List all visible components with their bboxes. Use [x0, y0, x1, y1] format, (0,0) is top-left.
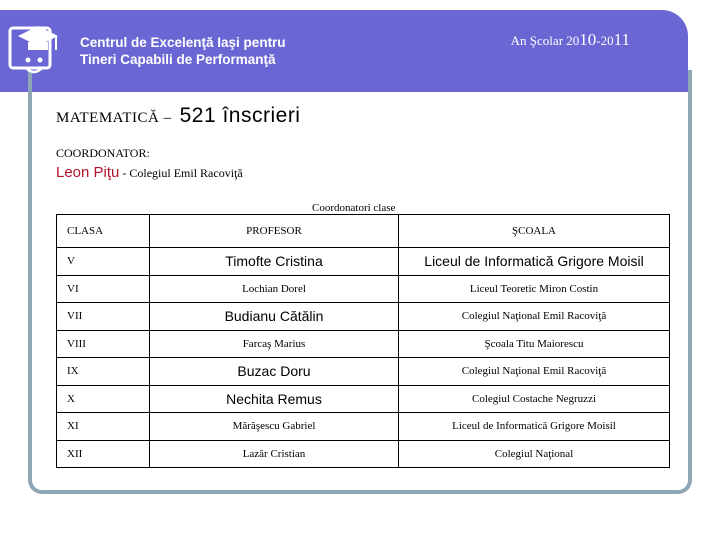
coordinator-label: COORDONATOR:	[56, 146, 150, 160]
year-end: 11	[613, 30, 630, 49]
class-cell: VII	[57, 303, 150, 331]
table-caption: Coordonatori clase	[312, 202, 396, 214]
school-cell: Colegiul Costache Negruzzi	[399, 385, 670, 413]
teacher-cell: Nechita Remus	[150, 385, 399, 413]
school-cell: Şcoala Titu Maiorescu	[399, 330, 670, 358]
school-cell: Liceul de Informatică Grigore Moisil	[399, 413, 670, 441]
coordinator-name: Leon Piţu	[56, 164, 120, 181]
school-cell: Colegiul Naţional Emil Racoviţă	[399, 358, 670, 386]
year-separator: -20	[596, 33, 614, 48]
table-row	[57, 385, 670, 413]
org-line-2: Tineri Capabili de Performanţă	[80, 52, 276, 67]
school-cell: Liceul Teoretic Miron Costin	[399, 275, 670, 303]
header-school: ŞCOALA	[399, 215, 670, 248]
teacher-cell: Budianu Cătălin	[150, 303, 399, 331]
organization-name	[80, 34, 286, 68]
enrolled-count: 521 înscrieri	[179, 104, 301, 127]
teacher-cell: Timofte Cristina	[150, 248, 399, 276]
year-prefix: An Şcolar 20	[510, 33, 580, 48]
teacher-cell: Buzac Doru	[150, 358, 399, 386]
logo-icon	[8, 16, 66, 82]
org-line-1: Centrul de Excelenţă Iaşi pentru	[80, 35, 286, 50]
coordinator-line	[56, 164, 243, 181]
class-cell: XII	[57, 440, 150, 468]
year-main: 10	[579, 30, 597, 49]
table-row	[57, 248, 670, 276]
class-cell: VIII	[57, 330, 150, 358]
class-cell: VI	[57, 275, 150, 303]
header-class: CLASA	[57, 215, 150, 248]
table-header-row	[57, 215, 670, 248]
class-cell: V	[57, 248, 150, 276]
teacher-cell: Lazăr Cristian	[150, 440, 399, 468]
subject-title: MATEMATICĂ –	[56, 110, 172, 126]
coordinators-table	[56, 214, 670, 468]
teacher-cell: Mărăşescu Gabriel	[150, 413, 399, 441]
school-cell: Colegiul Naţional	[399, 440, 670, 468]
table-row	[57, 440, 670, 468]
teacher-cell: Farcaş Marius	[150, 330, 399, 358]
table-row	[57, 413, 670, 441]
school-cell: Colegiul Naţional Emil Racoviţă	[399, 303, 670, 331]
table-row	[57, 358, 670, 386]
class-cell: XI	[57, 413, 150, 441]
table-row	[57, 303, 670, 331]
teacher-cell: Lochian Dorel	[150, 275, 399, 303]
class-cell: X	[57, 385, 150, 413]
coordinator-school: - Colegiul Emil Racoviţă	[122, 166, 243, 180]
header-teacher: PROFESOR	[150, 215, 399, 248]
page-title	[56, 104, 300, 128]
table-row	[57, 275, 670, 303]
school-year	[511, 30, 630, 50]
school-cell: Liceul de Informatică Grigore Moisil	[399, 248, 670, 276]
table-row	[57, 330, 670, 358]
class-cell: IX	[57, 358, 150, 386]
